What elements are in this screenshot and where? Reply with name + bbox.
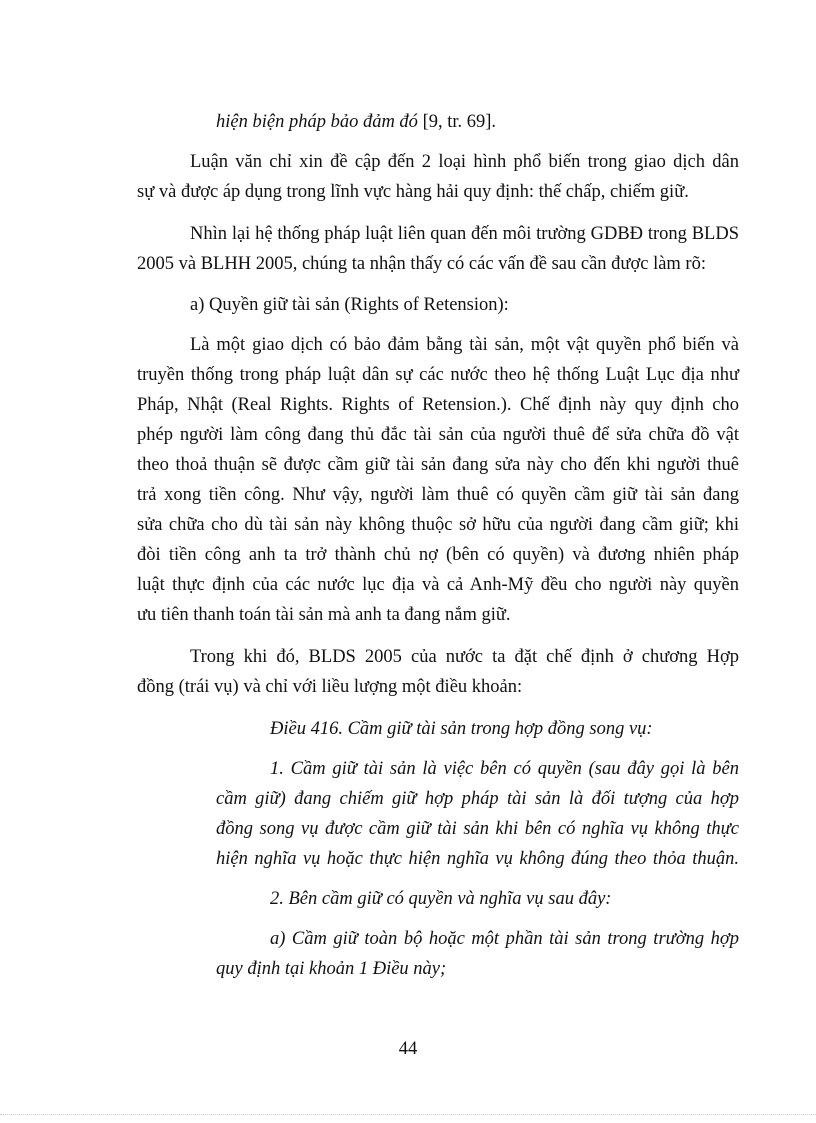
- paragraph-line-9: Pháp, Nhật (Real Rights. Rights of Retension.). Chế định này quy định cho: [137, 395, 739, 415]
- quote-line-3: đồng song vụ được cầm giữ tài sản khi bên có nghĩa vụ không thực: [216, 819, 739, 839]
- paragraph-line-17: Trong khi đó, BLDS 2005 của nước ta đặt chế định ở chương Hợp: [190, 647, 739, 667]
- paragraph-line-18: đồng (trái vụ) và chỉ với liều lượng một điều khoản:: [137, 677, 523, 697]
- paragraph-line-8: truyền thống trong pháp luật dân sự các nước theo hệ thống Luật Lục địa như: [137, 365, 739, 385]
- paragraph-line-11: theo thoả thuận sẽ được cầm giữ tài sản đang sửa này cho đến khi người thuê: [137, 455, 739, 475]
- paragraph-line-15: luật thực định của các nước lục địa và cả Anh-Mỹ đều cho người này quyền: [137, 575, 739, 595]
- paragraph-line-5: 2005 và BLHH 2005, chúng ta nhận thấy có các vấn đề sau cần được làm rõ:: [137, 254, 706, 274]
- quote-line-5: 2. Bên cầm giữ có quyền và nghĩa vụ sau đây:: [270, 889, 612, 909]
- paragraph-line-1: [216, 110, 496, 134]
- paragraph-line-12: trả xong tiền công. Như vậy, người làm thuê có quyền cầm giữ tài sản đang: [137, 485, 739, 505]
- citation-reference: [9, tr. 69].: [417, 112, 497, 132]
- quote-line-1: 1. Cầm giữ tài sản là việc bên có quyền (sau đây gọi là bên: [270, 759, 739, 779]
- paragraph-line-10: phép người làm công đang thủ đắc tài sản của người thuê để sửa chữa đồ vật: [137, 425, 739, 445]
- article-title: Điều 416. Cầm giữ tài sản trong hợp đồng song vụ:: [270, 719, 653, 739]
- quote-line-4: hiện nghĩa vụ hoặc thực hiện nghĩa vụ không đúng theo thỏa thuận.: [216, 849, 739, 869]
- paragraph-line-16: ưu tiên thanh toán tài sản mà anh ta đang nắm giữ.: [137, 605, 511, 625]
- paragraph-line-7: Là một giao dịch có bảo đảm bằng tài sản, một vật quyền phổ biến và: [190, 335, 739, 355]
- citation-italic-text: hiện biện pháp bảo đảm đó: [216, 112, 418, 132]
- paragraph-line-3: sự và được áp dụng trong lĩnh vực hàng hải quy định: thế chấp, chiếm giữ.: [137, 182, 689, 202]
- page-number: 44: [398, 1039, 418, 1059]
- quote-line-7: quy định tại khoản 1 Điều này;: [216, 959, 447, 979]
- section-heading-a: a) Quyền giữ tài sản (Rights of Retension):: [190, 295, 509, 315]
- paragraph-line-4: Nhìn lại hệ thống pháp luật liên quan đến môi trường GDBĐ trong BLDS: [190, 224, 739, 244]
- paragraph-line-13: sửa chữa cho dù tài sản này không thuộc sở hữu của người đang cầm giữ; khi: [137, 515, 739, 535]
- paragraph-line-14: đòi tiền công anh ta trở thành chủ nợ (bên có quyền) và đương nhiên pháp: [137, 545, 739, 565]
- quote-line-2: cầm giữ) đang chiếm giữ hợp pháp tài sản là đối tượng của hợp: [216, 789, 739, 809]
- paragraph-line-2: Luận văn chỉ xin đề cập đến 2 loại hình phổ biến trong giao dịch dân: [190, 152, 739, 172]
- quote-line-6: a) Cầm giữ toàn bộ hoặc một phần tài sản trong trường hợp: [270, 929, 739, 949]
- page-bottom-divider: [0, 1114, 816, 1115]
